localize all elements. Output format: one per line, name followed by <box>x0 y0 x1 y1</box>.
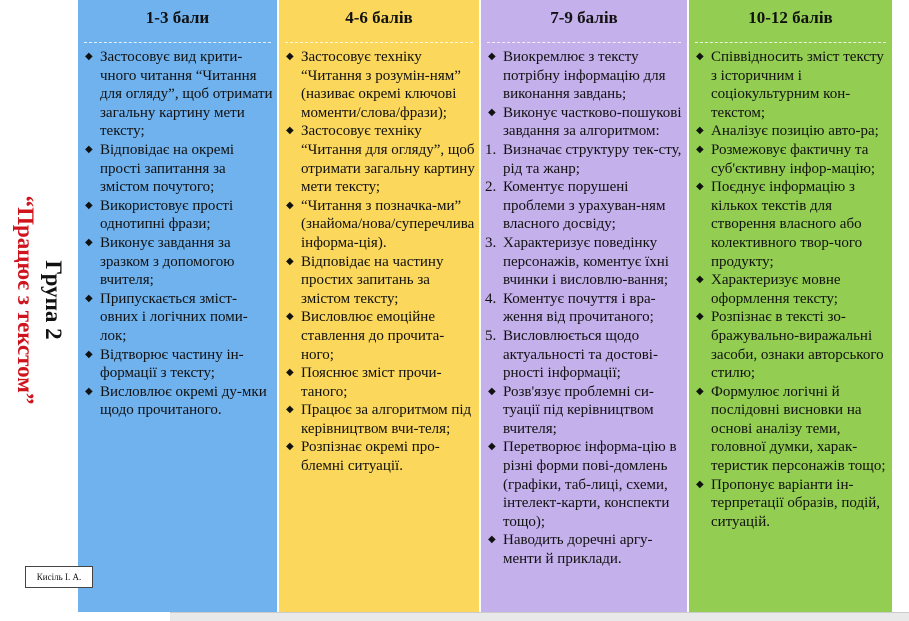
column-1-3 <box>78 0 277 612</box>
bullet-icon: ◆ <box>286 441 294 453</box>
bullet-icon: ◆ <box>488 51 496 62</box>
bullet-icon: ◆ <box>85 385 93 397</box>
bullet-icon: ◆ <box>696 478 704 490</box>
list-item: ◆ Застосовує вид крити-чного читання “Читання для огляду”, щоб отримати загальну картину мети тексту; <box>85 49 273 140</box>
list-item: ◆ Висловлює окремі ду-мки щодо прочитаного. <box>85 383 267 419</box>
bullet-icon: ◆ <box>488 106 496 118</box>
list-item: 2. Коментує порушені проблеми з урахуван-ням власного досвіду; <box>485 179 666 233</box>
list-item: ◆ Висловлює емоційне ставлення до прочита-ного; <box>286 309 445 363</box>
item-number: 3. <box>485 234 497 251</box>
bullet-icon: ◆ <box>85 143 93 155</box>
bullet-icon: ◆ <box>696 125 704 137</box>
group-title <box>11 196 67 405</box>
side-panel <box>0 0 78 620</box>
item-number: 5. <box>485 327 497 344</box>
list-item: ◆ Відповідає на частину простих запитань за змістом тексту; <box>286 253 444 307</box>
author-box: Кисіль І. А. <box>25 566 93 588</box>
bullet-icon: ◆ <box>488 441 496 453</box>
divider <box>695 42 886 43</box>
bullet-icon: ◆ <box>286 125 294 137</box>
bullet-icon: ◆ <box>488 534 496 546</box>
criteria-list <box>481 48 687 569</box>
list-item: ◆ Розмежовує фактичну та суб'єктивну інфор-мацію; <box>696 141 876 177</box>
bullet-icon: ◆ <box>286 255 294 267</box>
divider <box>84 42 271 43</box>
group-theme: “Працює з текстом” <box>13 195 38 405</box>
bullet-icon: ◆ <box>85 348 93 360</box>
list-item: 5. Висловлюється щодо актуальності та достові-рності інформації; <box>485 327 658 382</box>
column-7-9 <box>481 0 687 612</box>
column-header: 10-12 балів <box>748 8 833 27</box>
list-item: 1. Визначає структуру тек-сту, рід та жанр; <box>485 141 682 177</box>
item-number: 2. <box>485 179 497 196</box>
bullet-icon: ◆ <box>286 367 294 379</box>
criteria-list <box>689 48 892 531</box>
criteria-list <box>78 48 277 420</box>
list-item: ◆ Перетворює інформа-цію в різні форми пові-домлень (графіки, таб-лиці, схеми, інтелект-карти, конспекти тощо); <box>488 439 677 530</box>
item-number: 1. <box>485 141 497 158</box>
column-header: 7-9 балів <box>550 8 618 27</box>
column-header: 1-3 бали <box>145 8 210 27</box>
list-item: ◆ Поєднує інформацію з кількох текстів для створення власного або колективного твор-чого продукту; <box>696 179 863 270</box>
column-10-12 <box>689 0 892 612</box>
list-item: ◆ Працює за алгоритмом під керівництвом вчи-теля; <box>286 402 472 437</box>
list-item: ◆ Формулює логічні й послідовні висновки на основі аналізу теми, головної думки, харак-теристик персонажів тощо; <box>696 383 886 475</box>
bullet-icon: ◆ <box>696 143 704 155</box>
bullet-icon: ◆ <box>696 51 704 62</box>
list-item: ◆ Співвідносить зміст тексту з історичним і соціокультурним кон-текстом; <box>696 49 884 121</box>
column-4-6 <box>279 0 479 612</box>
bullet-icon: ◆ <box>286 311 294 323</box>
group-label: Група 2 <box>41 260 66 340</box>
bullet-icon: ◆ <box>286 51 294 62</box>
list-item: ◆ Наводить доречні аргу-менти й приклади. <box>488 532 653 568</box>
list-item: ◆ Аналізує позицію авто-ра; <box>696 123 879 140</box>
bullet-icon: ◆ <box>85 292 93 304</box>
bullet-icon: ◆ <box>696 274 704 286</box>
list-item: ◆ Пропонує варіанти ін-терпретації образів, подій, ситуацій. <box>696 476 881 530</box>
bullet-icon: ◆ <box>85 51 93 62</box>
list-item: ◆ Розпізнає в тексті зо-бражувально-виражальні засоби, ознаки авторського стилю; <box>696 309 884 382</box>
list-item: ◆ Відповідає на окремі прості запитання за змістом почутого; <box>85 141 235 196</box>
list-item: ◆ Відтворює частину ін-формації з тексту; <box>85 346 244 382</box>
list-item: ◆ Припускається зміст-овних і логічних поми-лок; <box>85 290 248 344</box>
divider <box>487 42 681 43</box>
bullet-icon: ◆ <box>488 385 496 397</box>
list-item: ◆ Виконує завдання за зразком з допомогою вчителя; <box>85 234 235 289</box>
list-item: ◆ Застосовує техніку “Читання з розумін-ням” (називає окремі ключові моменти/слова/фрази); <box>286 49 461 121</box>
list-item: ◆ Пояснює зміст прочи-таного; <box>286 365 442 400</box>
bullet-icon: ◆ <box>85 236 93 248</box>
criteria-list <box>279 48 479 476</box>
bullet-icon: ◆ <box>696 311 704 323</box>
list-item: ◆ Виконує частково-пошукові завдання за алгоритмом: <box>488 104 682 140</box>
page-margin <box>892 0 909 620</box>
list-item: ◆ Розв'язує проблемні си-туації під керівництвом вчителя; <box>488 383 654 437</box>
bullet-icon: ◆ <box>286 404 294 416</box>
bullet-icon: ◆ <box>696 385 704 397</box>
list-item: ◆ Використовує прості однотипні фрази; <box>85 197 234 233</box>
list-item: 4. Коментує почуття і вра-ження від прочитаного; <box>485 290 656 326</box>
item-number: 4. <box>485 290 497 307</box>
bullet-icon: ◆ <box>286 199 294 211</box>
column-header: 4-6 балів <box>345 8 413 27</box>
list-item: ◆ Виокремлює з тексту потрібну інформацію для виконання завдань; <box>488 49 666 103</box>
divider <box>285 42 473 43</box>
bullet-icon: ◆ <box>85 199 93 211</box>
bullet-icon: ◆ <box>696 181 704 193</box>
list-item: 3. Характеризує поведінку персонажів, коментує їхні вчинки і висловлю-вання; <box>485 234 669 289</box>
list-item: ◆ “Читання з позначка-ми” (знайома/нова/суперечлива інформа-ція). <box>286 197 475 251</box>
list-item: ◆ Характеризує мовне оформлення тексту; <box>696 272 841 307</box>
list-item: ◆ Розпізнає окремі про-блемні ситуації. <box>286 439 440 475</box>
list-item: ◆ Застосовує техніку “Читання для огляду”, щоб отримати загальну картину мети тексту; <box>286 123 475 196</box>
